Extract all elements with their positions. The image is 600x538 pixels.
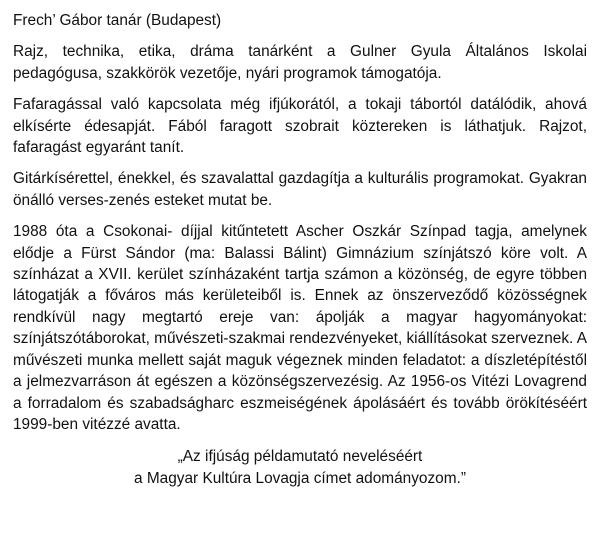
paragraph-woodcarving: Fafaragással való kapcsolata még ifjúkorától, a tokaji tábortól datálódik, ahová elkísérte édesapját. Fából faragott szobrait köztereken is láthatjuk. Rajzot, fafaragást egyaránt tanít. — [13, 96, 587, 157]
award-quote-line-2: a Magyar Kultúra Lovagja címet adományozom.” — [134, 469, 466, 487]
paragraph-theatre: 1988 óta a Csokonai- díjjal kitűntetett Ascher Oszkár Színpad tagja, amelynek elődje a Fürst Sándor (ma: Balassi Bálint) Gimnázium színjátszó köre volt. A színházat a XVII. kerület színházaként tartja számon a közönség, de egyre többen látogatják a főváros más kerületeiből is. Ennek az önszerveződő közösségnek rendkívül nagy megtartó ereje van: ápolják a magyar hagyományokat: színjátszótáborokat, művészeti-szakmai rendezvényeket, kiállításokat szerveznek. A művészeti munka mellett saját maguk végeznek minden feladatot: a díszletépítéstől a jelmezvarráson át egészen a közönségszervezésig. Az 1956-os Vitézi Lovagrend a forradalom és szabadságharc eszmeiségének ápolásáért és tovább örökítéséért 1999-ben vitézzé avatta. — [13, 223, 587, 433]
document-heading: Frech’ Gábor tanár (Budapest) — [13, 12, 222, 29]
paragraph-music: Gitárkísérettel, énekkel, és szavalattal gazdagítja a kulturális programokat. Gyakran önálló verses-zenés esteket mutat be. — [13, 170, 587, 209]
award-quote-line-1: „Az ifjúság példamutató neveléséért — [177, 448, 423, 466]
award-quote — [13, 446, 587, 489]
paragraph-teaching: Rajz, technika, etika, dráma tanárként a Gulner Gyula Általános Iskolai pedagógusa, szakkörök vezetője, nyári programok támogatója. — [13, 43, 587, 82]
